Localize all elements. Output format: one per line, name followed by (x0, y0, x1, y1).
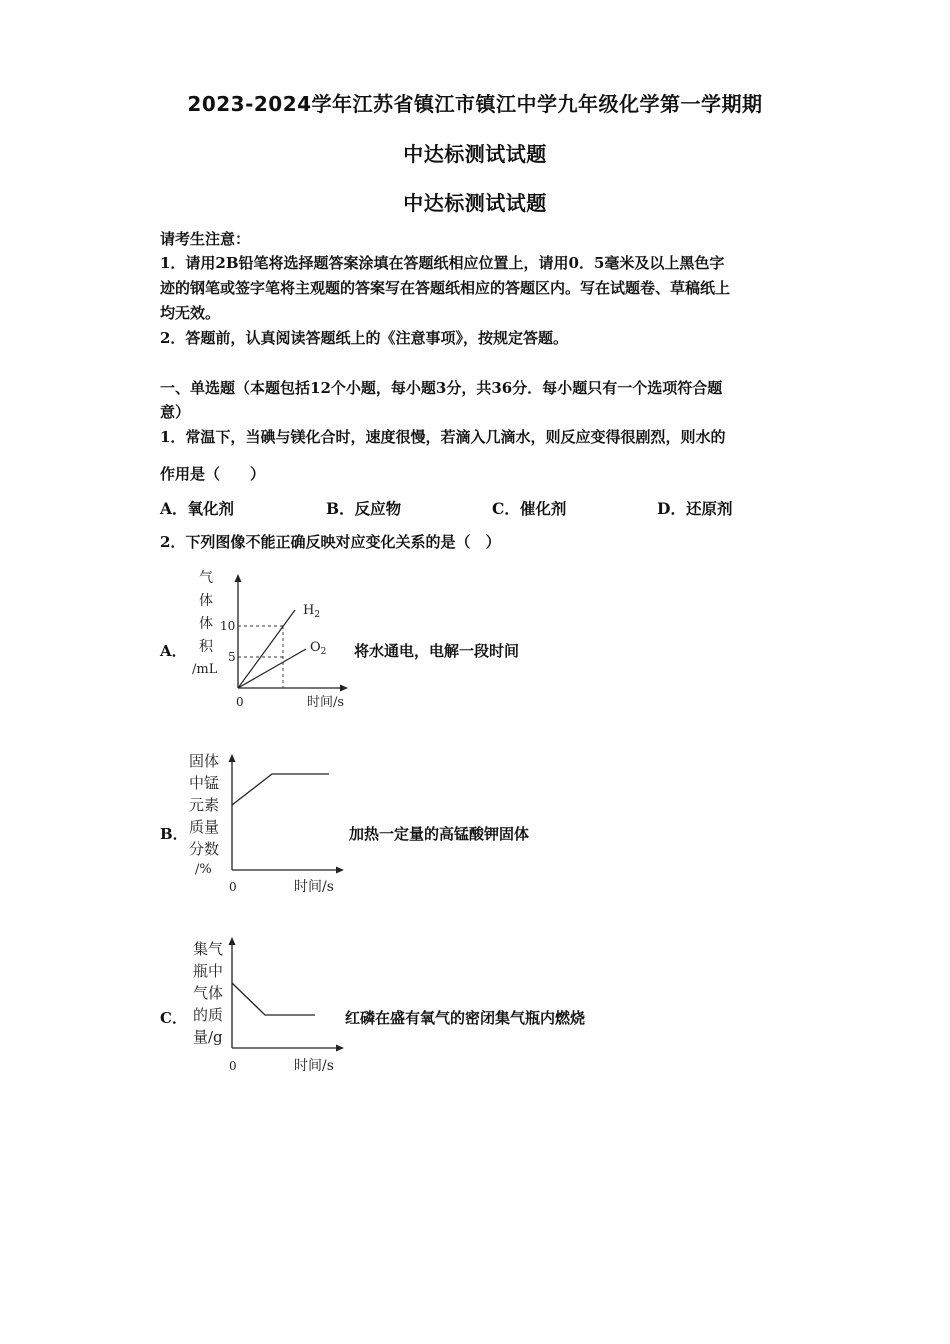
graph-b-ylabel-5: 分数 (189, 840, 220, 858)
graph-b-ylabel-4: 质量 (189, 818, 220, 836)
question-2-option-a-description: 将水通电，电解一段时间 (354, 642, 520, 660)
graph-c-ylabel-5: 量/g (193, 1028, 223, 1046)
question-2-option-b-description: 加热一定量的高锰酸钾固体 (349, 825, 530, 843)
question-1-option-b: B．反应物 (326, 499, 402, 518)
question-2-option-b-label: B． (160, 825, 188, 843)
page-subtitle: 中达标测试试题 (403, 142, 547, 166)
graph-c-origin: 0 (229, 1059, 237, 1073)
graph-b-ylabel-unit: /% (195, 862, 212, 877)
graph-a-h2-label: $H_2$ (303, 603, 321, 620)
graph-a-xlabel: 时间/s (307, 695, 345, 710)
notice-item-2: 2．答题前，认真阅读答题纸上的《注意事项》，按规定答题。 (160, 329, 568, 347)
graph-b-xlabel: 时间/s (294, 879, 334, 895)
page-subtitle-repeat: 中达标测试试题 (403, 191, 547, 215)
graph-a-ytick-10: 10 (220, 619, 236, 633)
graph-b-curve (232, 774, 329, 805)
graph-c-xlabel: 时间/s (294, 1058, 334, 1074)
question-2-option-c-description: 红磷在盛有氧气的密闭集气瓶内燃烧 (345, 1009, 586, 1027)
graph-a-origin: 0 (236, 695, 244, 709)
question-2-option-c-label: C． (160, 1009, 187, 1027)
notice-item-1-line-3: 均无效。 (160, 304, 221, 322)
question-1-stem-line-2: 作用是（ ） (160, 465, 266, 483)
graph-b-ylabel-2: 中锰 (189, 774, 220, 792)
graph-b-x-arrow (336, 867, 344, 874)
question-1-option-d: D．还原剂 (657, 499, 733, 518)
graph-c-ylabel-3: 气体 (193, 984, 224, 1002)
question-2-option-a-label: A． (160, 642, 187, 660)
graph-a-x-arrow (340, 685, 348, 692)
graph-c (185, 928, 355, 1078)
graph-c-ylabel-1: 集气 (193, 940, 224, 958)
graph-b-ylabel-1: 固体 (189, 752, 220, 770)
question-1-option-a: A．氧化剂 (160, 499, 235, 518)
graph-b-origin: 0 (229, 880, 237, 894)
graph-a-ylabel-2: 体 (199, 593, 213, 609)
graph-c-curve (232, 983, 315, 1015)
question-2-stem: 2．下列图像不能正确反映对应变化关系的是（ ） (160, 533, 501, 551)
graph-a-ylabel-3: 体 (199, 616, 213, 632)
graph-a-o2-line (238, 649, 306, 688)
section-heading-line-1: 一、单选题（本题包括12个小题，每小题3分，共36分．每小题只有一个选项符合题 (160, 379, 723, 397)
notice-item-1-line-2: 迹的钢笔或签字笔将主观题的答案写在答题纸相应的答题区内。写在试题卷、草稿纸上 (160, 279, 731, 297)
graph-a-o2-label: $O_2$ (310, 640, 327, 657)
graph-c-x-arrow (336, 1045, 344, 1052)
graph-b-ylabel-3: 元素 (189, 796, 220, 814)
graph-c-y-arrow (229, 937, 236, 945)
graph-a-h2-line (238, 610, 295, 688)
graph-b (185, 745, 355, 900)
graph-a-ylabel-4: 积 (199, 639, 213, 655)
question-1-stem-line-1: 1．常温下，当碘与镁化合时，速度很慢，若滴入几滴水，则反应变得很剧烈，则水的 (160, 428, 726, 446)
graph-a (188, 565, 358, 715)
notice-heading: 请考生注意： (160, 230, 251, 248)
graph-a-y-arrow (235, 574, 242, 582)
notice-item-1-line-1: 1．请用2B铅笔将选择题答案涂填在答题纸相应位置上，请用0．5毫米及以上黑色字 (160, 254, 725, 272)
graph-a-ylabel-1: 气 (199, 570, 213, 586)
graph-c-ylabel-4: 的质 (193, 1006, 224, 1024)
graph-a-ytick-5: 5 (228, 650, 236, 664)
graph-b-y-arrow (229, 754, 236, 762)
graph-c-ylabel-2: 瓶中 (193, 962, 224, 980)
graph-a-ylabel-unit: /mL (192, 662, 218, 677)
question-1-option-c: C．催化剂 (492, 499, 567, 518)
section-heading-line-2: 意） (160, 403, 191, 421)
page-title: 2023-2024学年江苏省镇江市镇江中学九年级化学第一学期期 (187, 92, 763, 116)
